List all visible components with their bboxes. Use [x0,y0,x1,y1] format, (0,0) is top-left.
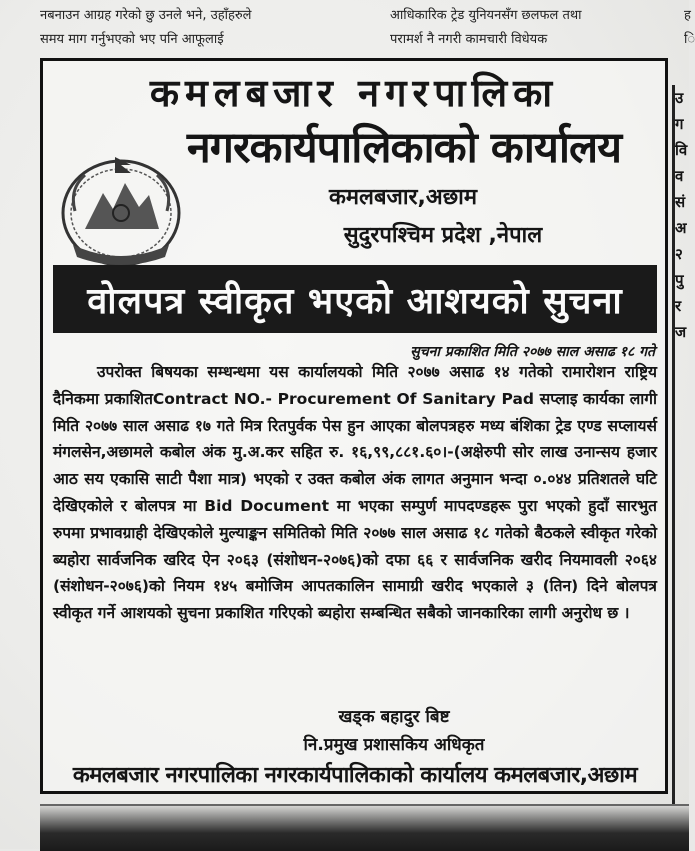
signatory-name: खड्क बहादुर बिष्ट [338,707,450,727]
strip-fragment: पु [675,271,684,289]
strip-fragment: २ [675,245,683,263]
top-article-right [390,4,582,52]
office-location: कमलबजार,अछाम [329,185,477,210]
publication-date: सुचना प्रकाशित मिति २०७७ साल असाढ १८ गते [410,344,655,360]
notice-title-banner [53,265,657,333]
municipality-name: कमलबजार नगरपालिका [149,71,559,115]
strip-fragment: सं [675,193,686,211]
bottom-dark-band [40,804,689,851]
top-right-line: परामर्श नै नगरी कामचारी विधेयक [390,32,548,47]
top-right-line: आधिकारिक ट्रेड युनियनसँग छलफल तथा [390,8,582,23]
strip-fragment: ग [675,115,684,133]
strip-fragment: व [675,167,684,185]
top-article-left [40,4,252,52]
top-left-line: नबनाउन आग्रह गरेको छु उनले भने, उहाँहरुले [40,8,252,23]
strip-fragment: उ [675,89,684,107]
strip-fragment: ज [675,323,687,341]
top-left-line: समय माग गर्नुभएको भए पनि आफूलाई [40,32,224,47]
notice-title: वोलपत्र स्वीकृत भएको आशयको सुचना [87,280,623,322]
province-line: सुदुरपश्चिम प्रदेश ,नेपाल [343,223,543,248]
notice-body [53,359,657,627]
notice-paragraph: उपरोक्त बिषयका सम्धन्धमा यस कार्यालयको मिति २०७७ असाढ १४ गतेको रामारोशन राष्ट्रिय दैनिकमा प्रकाशितContract NO.- Procurement Of Sanitary Pad सप्लाइ कार्यका लागी मिति २०७७ साल असाढ १७ गते मित्र रितपुर्वक पेस हुन आएका बोलपत्रहरु मध्य बंशिका ट्रेड एण्ड सप्लायर्स मंगलसेन,अछामले कबोल अंक मु.अ.कर सहित रु. १६,९९,८८१.६०।-(अक्षेरुपी सोर लाख उनान्सय हजार आठ सय एकासि साटी पैशा मात्र) भएको र उक्त कबोल अंक लागत अनुमान भन्दा ०.०४४ प्रतिशतले घटि देखिएकोले र बोलपत्र मा Bid Document मा भएका सम्पुर्ण मापदण्डहरू पुरा भएको हुदाँ सारभुत रुपमा प्रभावग्राही देखिएकोले मुल्याङ्कन समितिको मिति २०७७ साल असाढ १८ गतेको बैठकले स्वीकृत गरेको ब्यहोरा सार्वजनिक खरिद ऐन २०६३ (संशोधन-२०७६)को दफा ६६ र सार्वजनिक खरीद नियमावली २०६४ (संशोधन-२०७६)को नियम १४५ बमोजिम आपतकालिन सामाग्री खरीद भएकाले ३ (तिन) दिने बोलपत्र स्वीकृत गर्ने आशयको सुचना प्रकाशित गरिएको ब्यहोरा सम्बन्धित सबैको जानकारिका लागी अनुरोध छ । [53,363,657,623]
signatory-title: नि.प्रमुख प्रशासकिय अधिकृत [303,735,485,755]
strip-fragment: वि [675,141,688,159]
top-article-far [684,4,695,52]
top-far-line: ह [684,8,691,23]
strip-fragment: र [675,297,682,315]
office-name: नगरकार्यपालिकाको कार्यालय [186,123,622,173]
top-far-line: ि [684,32,695,47]
adjacent-article-strip [672,85,692,805]
strip-fragment: अ [675,219,687,237]
notice-footer: कमलबजार नगरपालिका नगरकार्यपालिकाको कार्यालय कमलबजार,अछाम [72,763,638,788]
public-notice [40,58,668,794]
